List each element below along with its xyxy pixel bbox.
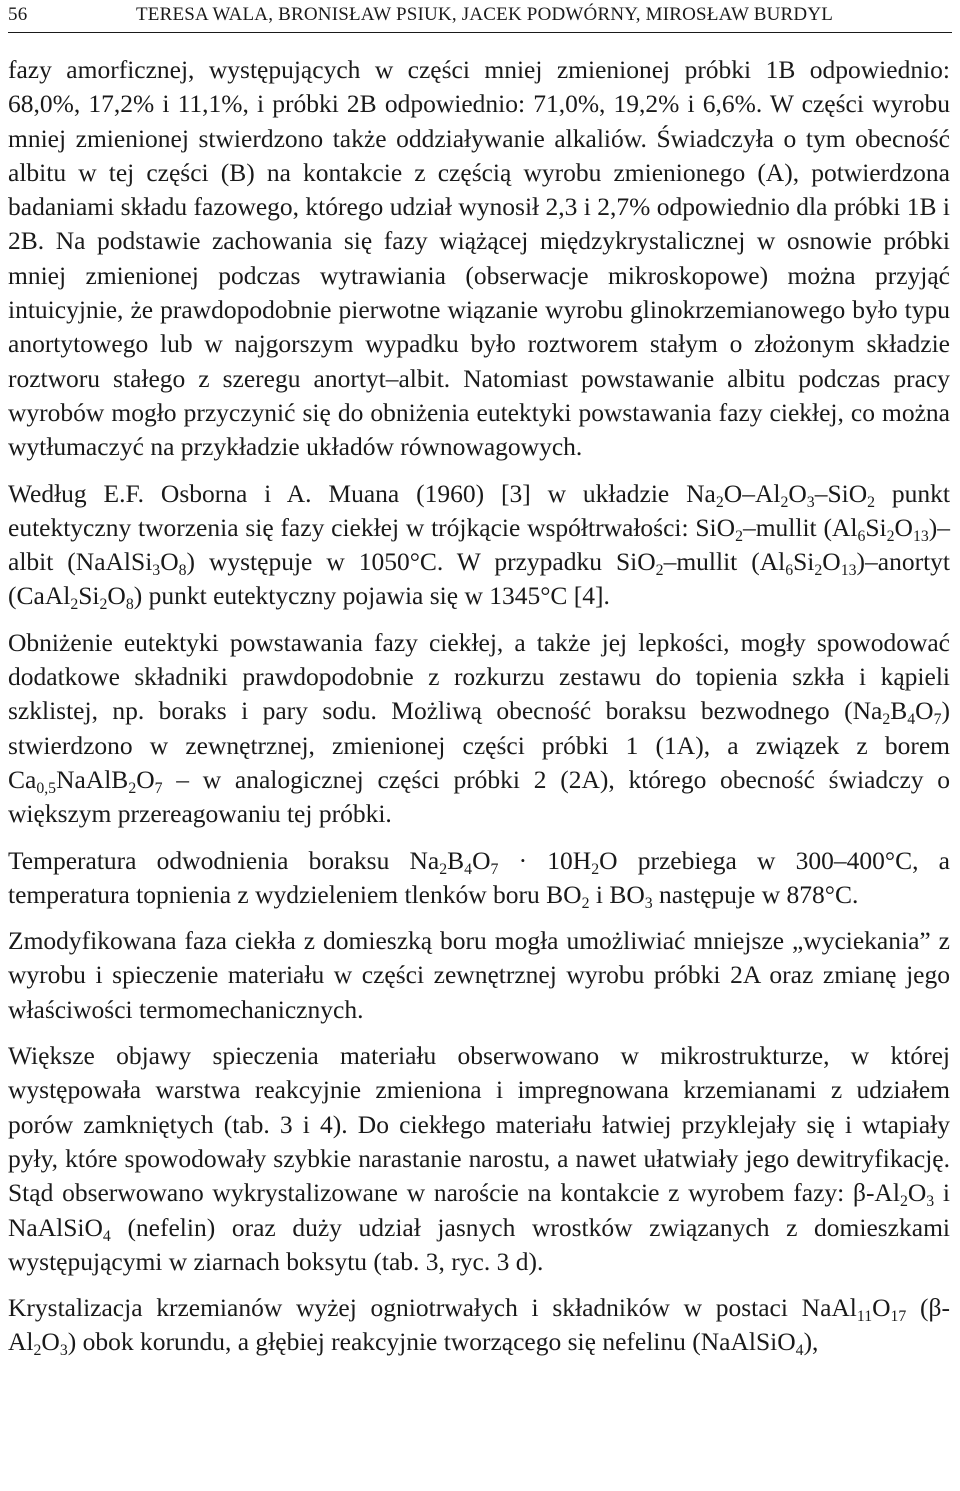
paragraph-4: Temperatura odwodnienia boraksu $Na_2B_4O_7 \cdot 10H_2O$ przebiega w 300–400°C, a temperatura topnienia z wydzieleniem tlenków boru $BO_2$ i $BO_3$ następuje w 878°C.: [8, 845, 950, 912]
paragraph-7: Krystalizacja krzemianów wyżej ogniotrwałych i składników w postaci $NaAl_{11}O_{17}$ $(\beta-Al_2O_3)$ obok korundu, a głębiej reakcyjnie tworzącego się nefelinu (NaAlSiO$_4$),: [8, 1293, 950, 1360]
paragraph-2: Według E.F. Osborna i A. Muana (1960) [3] w układzie $Na_2O-Al_2O_3-SiO_2$ punkt eutektyczny tworzenia się fazy ciekłej w trójkącie współtrwałości: SiO$_2$–mullit $(Al_6Si_2O_{13})$–albit $(NaAlSi_3O_8)$ występuje w 1050°C. W przypadku SiO$_2$–mullit $(Al_6Si_2O_{13})$–anortyt $(CaAl_2Si_2O_8)$ punkt eutektyczny pojawia się w 1345°C [4].: [8, 478, 950, 614]
paragraph-6: Większe objawy spieczenia materiału obserwowano w mikrostrukturze, w której występowała warstwa reakcyjnie zmieniona i impregnowana krzemianami z udziałem porów zamkniętych (tab. 3 i 4). Do ciekłego materiału łatwiej przyklejały się i wtapiały pyły, które spowodowały szybkie narastanie narostu, a nawet ułatwiały jego dewitryfikację. Stąd obserwowano wykrystalizowane w naroście na kontakcie z wyrobem fazy: $\beta-Al_2O_3$ i NaAlSiO$_4$ (nefelin) oraz duży udział jasnych wrostków związanych z domieszkami występującymi w ziarnach boksytu (tab. 3, ryc. 3 d).: [8, 1041, 950, 1276]
running-header: [8, 2, 950, 32]
body-text: [8, 53, 950, 1372]
page-number: 56: [8, 4, 28, 25]
header-rule: [8, 32, 952, 33]
paragraph-3: Obniżenie eutektyki powstawania fazy ciekłej, a także jej lepkości, mogły spowodować dodatkowe składniki prawdopodobnie z rozkurzu zestawu do topienia szkła i kąpieli szklistej, np. boraks i pary sodu. Możliwą obecność boraksu bezwodnego $(Na_2B_4O_7)$ stwierdzono w zewnętrznej, zmienionej części próbki 1 (1A), a związek z borem $Ca_{0,5}NaAlB_2O_7$ – w analogicznej części próbki 2 (2A), którego obecność świadczy o większym przereagowaniu tej próbki.: [8, 627, 950, 829]
paragraph-1: fazy amorficznej, występujących w części mniej zmienionej próbki 1B odpowiednio: 68,0%, 17,2% i 11,1%, i próbki 2B odpowiednio: 71,0%, 19,2% i 6,6%. W części wyrobu mniej zmienionej stwierdzono także oddziaływanie alkaliów. Świadczyła o tym obecność albitu w tej części (B) na kontakcie z częścią wyrobu zmienionego (A), potwierdzona badaniami składu fazowego, którego udział wynosił 2,3 i 2,7% odpowiednio dla próbki 1B i 2B. Na podstawie zachowania się fazy wiążącej międzykrystalicznej w osnowie próbki mniej zmienionej podczas wytrawiania (obserwacje mikroskopowe) można przyjąć intuicyjnie, że prawdopodobnie pierwotne wiązanie wyrobu glinokrzemianowego było typu anortytowego lub w najgorszym wypadku było roztworem stałym o złożonym składzie roztworu stałego z szeregu anortyt–albit. Natomiast powstawanie albitu podczas pracy wyrobów mogło przyczynić się do obniżenia eutektyki powstawania fazy ciekłej, co można wytłumaczyć na przykładzie układów równowagowych.: [8, 55, 950, 462]
paragraph-5: Zmodyfikowana faza ciekła z domieszką boru mogła umożliwiać mniejsze „wyciekania” z wyrobu i spieczenie materiału w części zewnętrznej wyrobu próbki 2A oraz zmianę jego właściwości termomechanicznych.: [8, 926, 950, 1024]
running-header-authors: TERESA WALA, BRONISŁAW PSIUK, JACEK PODWÓRNY, MIROSŁAW BURDYL: [136, 4, 834, 25]
